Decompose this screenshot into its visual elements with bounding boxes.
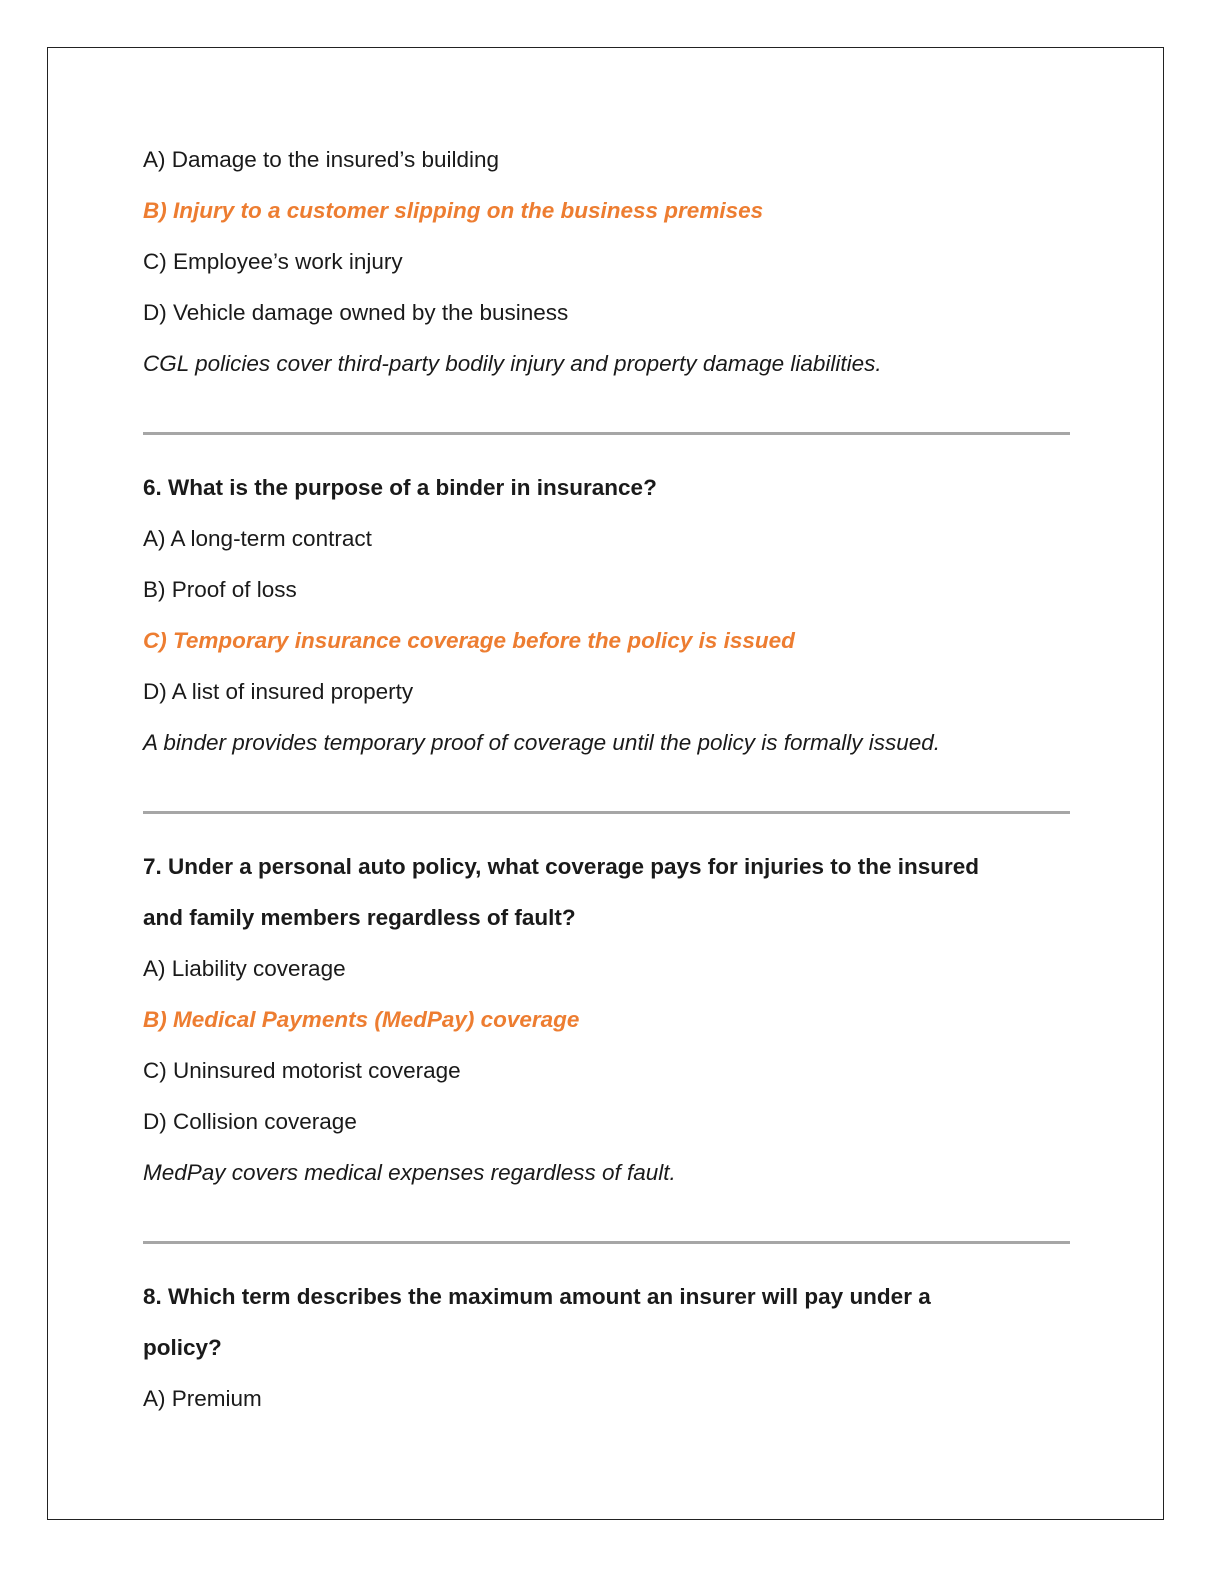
question-block-8: [143, 1271, 1073, 1424]
option-b-correct: B) Medical Payments (MedPay) coverage: [143, 1007, 580, 1032]
option-b-correct: B) Injury to a customer slipping on the business premises: [143, 198, 764, 223]
option-a: A) Damage to the insured’s building: [143, 147, 500, 172]
option-a: A) Liability coverage: [143, 956, 346, 981]
explanation: CGL policies cover third-party bodily injury and property damage liabilities.: [143, 351, 882, 376]
option-d: D) A list of insured property: [143, 679, 414, 704]
explanation: A binder provides temporary proof of coverage until the policy is formally issued.: [143, 730, 941, 755]
question-text: 6. What is the purpose of a binder in insurance?: [143, 475, 657, 500]
option-a: A) Premium: [143, 1386, 262, 1411]
option-d: D) Collision coverage: [143, 1109, 357, 1134]
question-block-7: [143, 841, 1073, 1198]
option-d: D) Vehicle damage owned by the business: [143, 300, 569, 325]
question-block-6: [143, 462, 1073, 768]
question-block-5: [143, 134, 1073, 389]
question-text-line-2: and family members regardless of fault?: [143, 905, 576, 930]
option-c: C) Uninsured motorist coverage: [143, 1058, 461, 1083]
question-text-line-1: 8. Which term describes the maximum amount an insurer will pay under a: [143, 1284, 931, 1309]
question-text-line-1: 7. Under a personal auto policy, what coverage pays for injuries to the insured: [143, 854, 980, 879]
option-c: C) Employee’s work injury: [143, 249, 403, 274]
option-a: A) A long-term contract: [143, 526, 372, 551]
option-c-correct: C) Temporary insurance coverage before the policy is issued: [143, 628, 795, 653]
document-content: [143, 134, 1073, 1424]
question-text-line-2: policy?: [143, 1335, 222, 1360]
option-b: B) Proof of loss: [143, 577, 297, 602]
explanation: MedPay covers medical expenses regardless of fault.: [143, 1160, 676, 1185]
